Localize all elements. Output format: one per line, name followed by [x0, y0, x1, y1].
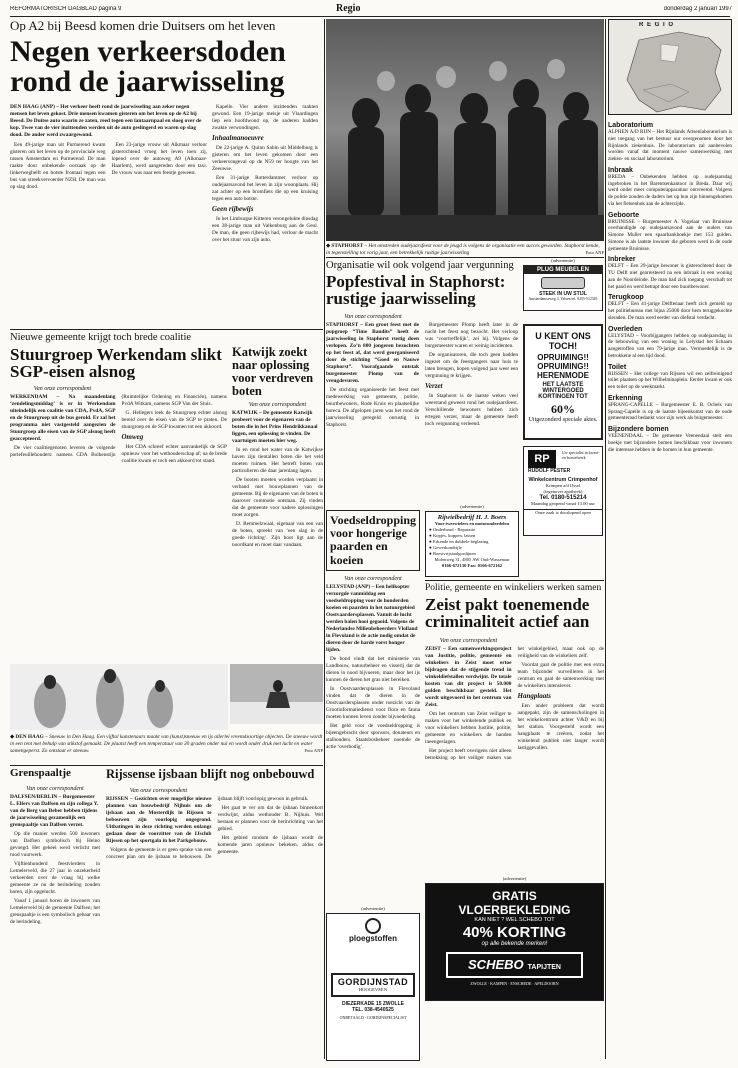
boers-item-text: Kopjes, koppen, lassen: [432, 532, 476, 538]
staphorst-body: [326, 322, 518, 496]
opruiming-line: OPRUIMING!!: [537, 353, 589, 362]
ijsbaan-headline: Rijssense ijsbaan blijft nog onbebouwd: [106, 768, 315, 781]
lead-paragraph: Een 23-jarige vrouw uit Alkmaar verloor gisterochtend vroeg het leven toen zij, lopend over de autoweg A9 (Alkmaar-Haarlem), werd aangereden door een taxi. De vrouw was naar een feestje geweest.: [111, 142, 207, 177]
adv-label: (advertentie): [551, 258, 575, 263]
misdaad-paragraph: Het project heeft overigens niet alleen betrekking op het veiliger maken van het winkelgebied, maar ook op de veiligheid van de winkeliers zelf.: [425, 646, 604, 762]
voedsel-intro: LELYSTAD (ANP) – Een helikopter verzorgde vanmiddag een voedseldropping voor de honderden koeien en paarden in het natuurgebied Oostvaardersplassen. Vanuit de lucht werden balen hooi gegooid. Volgens de Nederlandse Milieubeheerders Vlolland in Flevoland is de actie nodig omdat de dieren door de harde vorst honger lijden.: [326, 584, 418, 654]
lead-col-1: [10, 104, 207, 191]
kort-title: Toilet: [608, 363, 627, 371]
lead-kicker: Op A2 bij Beesd komen drie Duitsers om het leven: [10, 19, 276, 32]
katwijk-headline: Katwijk zoekt naar oplossing voor verdreven boten: [232, 346, 314, 399]
photo-marker-icon: ◆: [326, 243, 332, 249]
kort-item: [608, 212, 732, 253]
lead-headline: Negen verkeersdoden rond de jaarwisseling: [10, 37, 286, 97]
misdaad-article: [425, 636, 604, 872]
kort-title: Terugkoop: [608, 294, 644, 302]
misdaad-paragraph: Voordat gaat de politie met een extra team bijzonder surveilleren in het centrum en gaat de samenwerking met de winkeliers intensiever.: [517, 661, 604, 689]
voedsel-headline: Voedseldropping voor hongerige paarden en koeien: [326, 510, 420, 571]
opruiming-line: OPRUIMING!!: [537, 362, 589, 371]
staphorst-caption: [326, 243, 604, 257]
staphorst-paragraph: Burgemeester Plomp heeft later in de nacht het feest nog bezocht. Het verloop was ‘voortreffelijk’, zei hij. Volgens de burgemeester waren er weinig incidenten.: [425, 322, 518, 349]
kort-item: [608, 426, 732, 453]
opruiming-line: WINTERGOED: [542, 388, 584, 394]
schebo-percent: 40% KORTING: [462, 924, 567, 941]
plugmeubelen-ad: [523, 265, 603, 311]
netherlands-map-icon: [609, 20, 732, 115]
rp-store: Winkelcentrum Crimpenhof: [528, 477, 598, 483]
rp-brand: RUDOLF PESTER: [528, 468, 571, 474]
photo-credit: Foto ANP: [304, 747, 323, 753]
kort-text: RIJSSEN – Het college van Rijssen wil een zelfreinigend toilet plaatsen op het Wilhelminaplein. Eerder kwam er ook een toilet op de weekmarkt.: [608, 370, 732, 390]
plug-address: Amsterdamseweg 3, Velsen tel. 0255-512345: [528, 297, 598, 301]
kort-item: [608, 395, 732, 422]
caption-place: STAPHORST: [331, 243, 364, 249]
byline: Van onze correspondent: [248, 402, 307, 408]
dalfsen-body: [10, 831, 100, 926]
lead-paragraph: De 22-jarige A. Quinn Sabin uit Middelburg is gisteren om het leven gekomen door een verkeersongeval op de N59 ter hoogte van het Zeeuwse.: [212, 145, 318, 173]
werkendam-paragraph: G. Hellegers leek de Stuurgroep echter alsnog bereid over de eisen van de SGP te praten. De stuurgroep en de SGP kwamen tot een akkoord.: [121, 409, 227, 430]
section-title: Regio: [336, 3, 361, 14]
staphorst-subhead: Verzet: [425, 381, 443, 390]
dalfsen-paragraph: Op die manier werden 500 inwoners van Dalfsen symbolisch bij Heino gevoegd. Het geheel werd verlicht met rood vuurwerk.: [10, 831, 100, 859]
regio-map: [608, 19, 732, 115]
schebo-sub: op alle bekende merken!: [481, 941, 548, 947]
werkendam-paragraph: Het CDA schreef echter aanvankelijk de SGP opnieuw voor het wethouderschap af; na de brede coalitie kwam er toch een akkoord tot stand.: [121, 444, 227, 465]
caption-text: – Sneeuw in Den Haag. Een vijftal kunstenaars maakt van (kunst)sneeuw en ijs allerlei vreemdsoortige objecten. De sneeuw wordt in een tent met behulp van stikstof gemaakt. De plaatst heeft een temperatuur van 30 graden onder nul en wordt onder druk met lucht en water samengeperst. Zo ontstaat er sneeuw.: [10, 734, 323, 754]
header-date: donderdag 2 januari 1997: [663, 6, 732, 12]
boers-title: Rijwielbedrijf H. J. Boers: [437, 514, 507, 521]
werkendam-subhead: Omweg: [121, 432, 144, 441]
ijsbaan-paragraph: Het gebied rondom de ijsbaan wordt de komende jaren opnieuw bekeken, aldus de gemeente.: [217, 834, 323, 855]
lead-article: [10, 104, 320, 326]
column-divider: [605, 19, 606, 1059]
column-divider: [324, 19, 325, 1059]
boers-phone: 0166-672130 Fax: 0166-672162: [441, 562, 503, 568]
gordijn-note: ONBETAALD - GORDIJNSPECIALIST: [339, 1014, 407, 1020]
kort-title: Laboratorium: [608, 122, 654, 129]
byline: Van onze correspondent: [26, 786, 84, 792]
staphorst-headline: Popfestival in Staphorst: rustige jaarwisseling: [326, 273, 506, 307]
byline: Van onze correspondent: [344, 314, 402, 320]
kort-item: [608, 294, 732, 321]
boers-item-text: Onderhoud - Reparatie: [432, 526, 476, 532]
regio-label: R E G I O: [639, 22, 675, 28]
gordijn-phone: TEL. 038-4540525: [352, 1006, 394, 1013]
misdaad-kicker: Politie, gemeente en winkeliers werken samen: [425, 583, 602, 593]
rudolf-pester-ad: [523, 446, 603, 536]
opruiming-line: TOCH!: [548, 341, 578, 351]
lead-subhead-2: Geen rijbewijs: [212, 205, 254, 214]
lead-paragraph: In het Limburgse Kitteren verongelukte dinsdag een 38-jarige man uit Valkenburg aan de Geul. De man, die geen rijbewijs had, verloor de macht over het stuur van zijn auto.: [212, 216, 318, 244]
kort-text: DELFT – Een 41-jarige Delftenaar heeft zich gemeld op het politiebureau met bijna 25000 door hem teruggekochte sieraden. De man werd eerder van diefstal verdacht.: [608, 301, 732, 321]
byline: Van onze correspondent: [129, 788, 188, 794]
schebo-ad: [425, 883, 604, 1001]
boers-ad: [425, 511, 519, 577]
misdaad-intro: ZEIST – Een samenwerkingsproject van Justitie, politie, gemeente en winkeliers in Zeist moet ertoe bijdragen dat de stijgende trend in winkeldiefstallen verdwijnt. De totale kosten van dit project is 50.000 gulden beschikbaar gesteld. Het wordt uitgevoerd in het centrum van Zeist.: [425, 646, 512, 709]
werkendam-headline: Stuurgroep Werkendam slikt SGP-eisen alsnog: [10, 346, 222, 380]
ijsbaan-body: [106, 796, 323, 1056]
werkendam-kicker: Nieuwe gemeente krijgt toch brede coalitie: [10, 332, 192, 343]
rp-note: Onze zaak is doorlopend open: [524, 509, 602, 516]
dalfsen-article: [10, 784, 100, 1054]
misdaad-headline: Zeist pakt toenemende criminaliteit actief aan: [425, 596, 590, 630]
rp-opening: Maandag geopend vanaf 13.00 uur: [531, 500, 595, 506]
misdaad-body: [425, 646, 604, 872]
boers-item: ● Roestvrijstaalgordijnen: [429, 550, 476, 556]
gordijn-address: DIEZERKADE 15 ZWOLLE: [342, 1000, 404, 1007]
lead-paragraph: Kapelle. Vier andere inzittenden raakten gewond. Een 19-jarige meisje uit Vlaardingen liep een hoofdwond op, de anderen hadden zwakte verwondingen.: [212, 104, 318, 131]
adv-label: (advertentie): [460, 504, 484, 509]
misdaad-paragraph: Om het centrum van Zeist veiliger te maken voor het winkelende publiek en voor winkeliers hebben Justitie, politie, gemeente en winkeliers de handen ineengeslagen.: [425, 711, 512, 746]
byline: Van onze correspondent: [33, 386, 92, 392]
kort-text: ALPHEN A/D RIJN – Het Rijnlands Artsenlaboratorium is niet toegang van het bestuur uur overgenomen door het Rijnlands ziekenhuis. De laboratorium zal aanbevolen worden vanaf dat moment nauwe samenwerking met zieken- en sociaal laboratorium.: [608, 129, 732, 162]
kort-text: DELFT – Een 29-jarige bewoner is gisterochtend door de TU Delft niet gearresteerd na een inbraak in een woning aan de Noordeinde. De man had zich toegang verschaft tot het pand en werd betrapt door een buurtbewoner.: [608, 263, 732, 290]
boers-item-text: Erkende en dubbele beglazing: [432, 538, 489, 544]
lead-subhead-1: Inhaalmanoeuvre: [212, 133, 264, 142]
werkendam-intro: WERKENDAM – Na maandenlang ‘zendelingsmiddag’ is er in Werkendam uiteindelijk een coalitie van CDA, PvdA, SGP en de Stuurgroep uit de bus gerold. Er zal het programma niet vastgesteld aangezien de Stuurgroep alle eisen van de SGP alsnog heeft geaccepteerd.: [10, 394, 116, 443]
werkendam-article: [10, 384, 227, 656]
rider-photo: [230, 664, 323, 724]
adv-label: (advertentie): [502, 876, 527, 881]
opruiming-line: KORTINGEN TOT: [538, 394, 588, 400]
lead-body-1: [10, 142, 207, 191]
schebo-address: ZWOLLE · KAMPEN · ENSCHEDE · APELDOORN: [470, 981, 559, 986]
voedsel-paragraph: Het geld voor de voedseldropping is bijeengebracht door sponsors, donateurs en stalhouders. Staatsbosbeheer noemde de actie ‘overbodig’.: [326, 723, 420, 750]
caption-text: – Het omstreden oudejaarsfeest voor de jeugd is volgens de organisatie een succes geworden. Staphorst kende, in tegenstelling tot vorig jaar, een betrekkelijk rustige jaarwisseling: [326, 243, 600, 256]
kort-title: Erkenning: [608, 394, 643, 402]
kort-text: BRUINISSE – Burgemeester A. Vogelaar van Bruinisse overhandigde op oudejaarsavond aan de ouders van Simone Muller een spaarbankboekje met 153 gulden. Simone is als laatste inwoner die geboren werd in de oude gemeente Bruinisse.: [608, 218, 732, 252]
dalfsen-paragraph: Vijftienhonderd feestvierders in Lemelerveld, die 27 jaar in onzekerheid verkeerden over de vraag bij welke gemeente ze nu de herindeling zouden horen, zijn opgelucht.: [10, 861, 100, 895]
schebo-line2: VLOERBEKLEDING: [458, 903, 571, 917]
werkendam-body: [10, 394, 227, 656]
boers-item: ● Erkende en dubbele beglazing: [429, 538, 489, 544]
gordijn-brand: GORDIJNSTAD: [337, 977, 409, 987]
kort-title: Overleden: [608, 325, 643, 333]
dalfsen-intro: DALFSEN/BERLIN – Burgemeester L. Elfers van Dalfsen en zijn collega Y. van de Berg van Beber hebben tijdens de jaarwisseling gezamenlijk een grenspaaltje van Dalfsen verzet.: [10, 794, 99, 829]
kort-title: Inbreker: [608, 256, 636, 264]
boers-item-text: Roestvrijstaalgordijnen: [432, 550, 476, 556]
kort-nieuws-column: [608, 118, 732, 1062]
staphorst-article: [326, 312, 518, 496]
staphorst-paragraph: De stichting organiseerde het feest met medewerking van gemeente, politie, buurtbewoners, Rode Kruis en plaatselijke horeca. De afgelopen jaren was het rond de jaarwisseling geregeld onrustig in Staphorst.: [326, 387, 419, 429]
katwijk-article: [232, 400, 323, 656]
ice-rider-image: [230, 664, 323, 724]
schebo-brand2: TAPIJTEN: [527, 964, 561, 971]
kort-item: [608, 364, 732, 391]
kort-item: [608, 256, 732, 290]
opruiming-line: HET LAATSTE: [542, 382, 584, 388]
crowd-photo-image: [326, 19, 604, 241]
kort-title: Inbraak: [608, 166, 633, 174]
header-paper-name: REFORMATORISCH DAGBLAD pagina 9: [10, 6, 122, 12]
opruiming-note: Uitgezonderd speciale aktes.: [528, 417, 598, 423]
ijsbaan-article: [106, 786, 323, 1056]
ijsbaan-paragraph: Het gaat te ver om dat de ijsbaan binnenkort verdwijnt, aldus wethouder B. Nijhuis. Wel bestaan er plannen voor de herinrichting van het gebied.: [217, 804, 323, 832]
opruiming-ad: [523, 324, 603, 440]
schebo-brand: SCHEBO: [468, 957, 524, 972]
caption-place: DEN HAAG: [15, 734, 44, 740]
plug-brand: PLUG MEUBELEN: [524, 266, 602, 274]
ploeg-brand: ploegstoffen: [349, 934, 397, 943]
ploeg-logo-icon: [365, 918, 381, 934]
winter-caption: [10, 734, 323, 755]
staphorst-photo: [326, 19, 604, 241]
staphorst-intro: STAPHORST – Een groot feest met de popgroep “Time Bandits” heeft de jaarwisseling in Staphorst rustig doen verlopen. Zo’n 800 jongeren bezochten op het feest af, dat werd georganiseerd door de stichting “Goed en Nauwe Staphorst”. Voorafgaande ontstak burgemeester Plomp van de vreugdevuren.: [326, 322, 419, 385]
kort-title: Bijzondere bomen: [608, 426, 669, 433]
plug-sofa-icon: [541, 277, 585, 289]
opruiming-line: U KENT ONS: [535, 331, 591, 341]
boers-item-text: Gewerkondrijle: [432, 544, 462, 550]
gordijn-city: HOOGEVEEN: [358, 987, 388, 992]
kort-text: VEENENDAAL – De gemeente Veenendaal stelt een boekje met bijzondere bomen beschikbaar voor inwoners die interesse hebben in de bomen in hun gemeente.: [608, 433, 732, 453]
katwijk-paragraph: De booten moeten worden verplaatst in verband met bouwplannen van de gemeente. Bij de eigenaren van de boten is daarover commotie ontstaan. Zij vinden dat de gemeente voor nadere oplossingen moet zorgen.: [232, 477, 323, 518]
kort-text: SPRANG-CAPELLE – Burgemeester E. B. Ochels van Sprang-Capelle is op de laatste bijeenkomst van de oude gemeenteraad bedankt voor zijn werk als burgemeester.: [608, 401, 732, 422]
lead-intro: DEN HAAG (ANP) – Het verkeer heeft rond de jaarwisseling aan zeker negen mensen het leven gekost. Drie mensen kwamen gisteren om het leven op de A2 bij Beesd. De Duitse auto waarin ze zaten, reed tegen een lantaarnpaal en sloeg over de kop. Twee van de vier inzittenden werden uit de auto geslingerd en waren op slag dood. De ander werd zwaargewond.: [10, 104, 202, 139]
opruiming-line: HERENMODE: [536, 371, 589, 380]
staphorst-paragraph: De organisatoren, die toch geen hadden ingezet om de feestgangers naar huis te laten brengen, hopen volgend jaar weer een vergunning te krijgen.: [425, 351, 518, 379]
werkendam-paragraph: De vier coalitiegenoten leveren de volgende portefeuillehouders: namens CDA Bolkenstijn (Ruimtelijke Ordening en Financiën), namens PvdA Witkam, namens SGP Van der Sluis.: [10, 394, 227, 459]
byline: Van onze correspondent: [439, 638, 498, 644]
lead-paragraph: Een 49-jarige man uit Purmerend kwam gisteren om het leven op de provinciale weg tussen Amsterdam en Purmerend. De man raakte door onbekende oorzaak op de linkerweghelft en botste frontaal tegen een bus van streekvervoerder NZH. De man was op slag dood.: [10, 142, 106, 190]
plug-slogan: STEEK IN UW STIJL: [539, 291, 587, 297]
misdaad-paragraph: Een ander probleem dat wordt aangepakt, zijn de samenscholingen in het winkelcentrum achter V&D en bij het station. Voorgesteld wordt een hangplaats te creëren, zodat het winkelend publiek niet langer wordt lastiggevallen.: [517, 703, 604, 752]
kort-title: Geboorte: [608, 211, 640, 219]
lead-col-3: [212, 104, 318, 246]
dalfsen-headline: Grenspaaltje: [10, 768, 71, 779]
rp-logo-icon: RP: [528, 450, 556, 468]
katwijk-paragraph: D. Remmelzwaal, eigenaar van een van de boten, spreekt van ‘een slag in de goede richting’. Zijn boot ligt aan de noordkant en moet daar vandaan.: [232, 520, 323, 548]
katwijk-body: [232, 447, 323, 549]
rp-hours: (tegenover apotheek): [543, 488, 583, 494]
kort-item: [608, 122, 732, 163]
boers-item: ● Gewerkondrijle: [429, 544, 462, 550]
header-rule: [10, 16, 730, 17]
opruiming-percent: 60%: [551, 402, 575, 416]
misdaad-subhead: Hangplaats: [517, 691, 551, 700]
kort-text: BREDA – Onbekenden hebben op oudejaarsdag ingebroken in het Barentsenkantoor in Breda. Daar wij werd onder meer computerapparatuur ontvreemd. Volgens de politie zouden de daders het op hun zijn binnengekomen via het fietsenhok aan de achterzijde.: [608, 173, 732, 207]
rp-address: Krimpen a/d IJssel: [545, 483, 581, 488]
voedsel-paragraph: In Oostvaardersplassen in Flevoland vinden dat de dieren in de Oostvaardersplassen onder toezicht van de Grootinformatiedienst voor flora en fauna moeten kunnen leven zonder bijvoedering.: [326, 686, 420, 721]
ijsbaan-intro: RIJSSEN – Gezichten over mogelijke nieuwe plannen van bouwbedrijf Nijhuis om de ijsbaan aan de Mosterdijk in Rijssen te bebouwen zijn voorlopig ongegrond. Uitbatingen in deze richting werden onlangs gedaan door de voorzitter van de IJsclub Rijssen op het sportgala in het Parkgebouw.: [106, 796, 212, 845]
section-rule: [10, 765, 323, 766]
snow-figures-image: [10, 664, 228, 730]
schebo-top: GRATIS: [492, 889, 537, 903]
page-header: [10, 3, 732, 15]
boers-subtitle: Voor tweewielers en motoronderdelen: [434, 521, 510, 526]
boers-item: ● Kopjes, koppen, lassen: [429, 532, 476, 538]
katwijk-intro: KATWIJK – De gemeente Katwijk probeert voor de eigenaren van de boten die in het Prins Hendrikkanaal liggen, een oplossing te vinden. De vaartuigen moeten hier weg.: [232, 410, 318, 445]
ijsbaan-paragraph: Volgens de gemeente is er geen sprake van een concreet plan om de ijsbaan te bebouwen. De ijsbaan blijft voorlopig gewoon in gebruik.: [106, 796, 309, 861]
katwijk-paragraph: In en rond het water van de Katwijkse haven zijn tientallen boten die het veld moeten ruimen. Het betreft boten van particulieren die daar jarenlang lagen.: [232, 447, 323, 475]
winter-sculpture-photo: [10, 664, 228, 730]
photo-credit: Foto ANP: [585, 249, 604, 255]
adv-label: (advertentie): [361, 906, 385, 911]
kort-item: [608, 326, 732, 360]
kort-text: LELYSTAD – Voorbijgangers hebben op oudejaarsdag in de bebouwing van een woning in Lelystad het lichaam aangetroffen van een 79-jarige man. Vermoedelijk is de betrokkene al een tijd dood.: [608, 332, 732, 359]
photo-marker-icon: ◆: [10, 734, 16, 740]
schebo-logo-box: [446, 952, 583, 978]
rp-phone: Tel. 0180-515214: [539, 494, 587, 501]
kort-item: [608, 167, 732, 208]
schebo-line3: KAN NIET ? WEL SCHEBO TOT: [474, 917, 555, 923]
gordijn-box: [331, 973, 415, 997]
staphorst-paragraph: In Staphorst is de laatste weken veel weerstand geweest rond het oudejaarsfeest. Verschillende bewoners hebben zich ertegen verzet, maar de gemeente heeft toch vergunning verleend.: [425, 393, 518, 428]
gordijnstad-ad: [326, 913, 420, 1061]
staphorst-kicker: Organisatie wil ook volgend jaar vergunning: [326, 260, 514, 271]
boers-item: ● Onderhoud - Reparatie: [429, 526, 476, 532]
lead-paragraph: Een 31-jarige Rotterdammer verloor op oudejaarsavond het leven in zijn woonplaats. Hij zat achter op een bromfiets die op een kruising tegen een auto botste.: [212, 175, 318, 203]
section-rule: [10, 329, 323, 330]
boers-address: Molenweg 31, 4805 AW Oud-Wassenaar: [434, 556, 510, 562]
voedsel-paragraph: De bond vindt dat het ministerie van Landbouw, natuurbeheer en visserij dat de dieren in nood bijvoeren, maar door het ijs kunnen de dieren het gras niet bereiken.: [326, 656, 420, 684]
byline: Van onze correspondent: [344, 576, 402, 582]
section-rule: [425, 580, 604, 581]
rp-tagline: Uw specialist in kwast- en borstelwerk: [562, 450, 600, 461]
voedsel-body: [326, 656, 420, 751]
dalfsen-paragraph: Vanaf 1 januari horen de inwoners van Lemelerveld bij de gemeente Dalfsen; het grenspaaltje is een symbolisch gebaar van de herindeling.: [10, 897, 100, 925]
